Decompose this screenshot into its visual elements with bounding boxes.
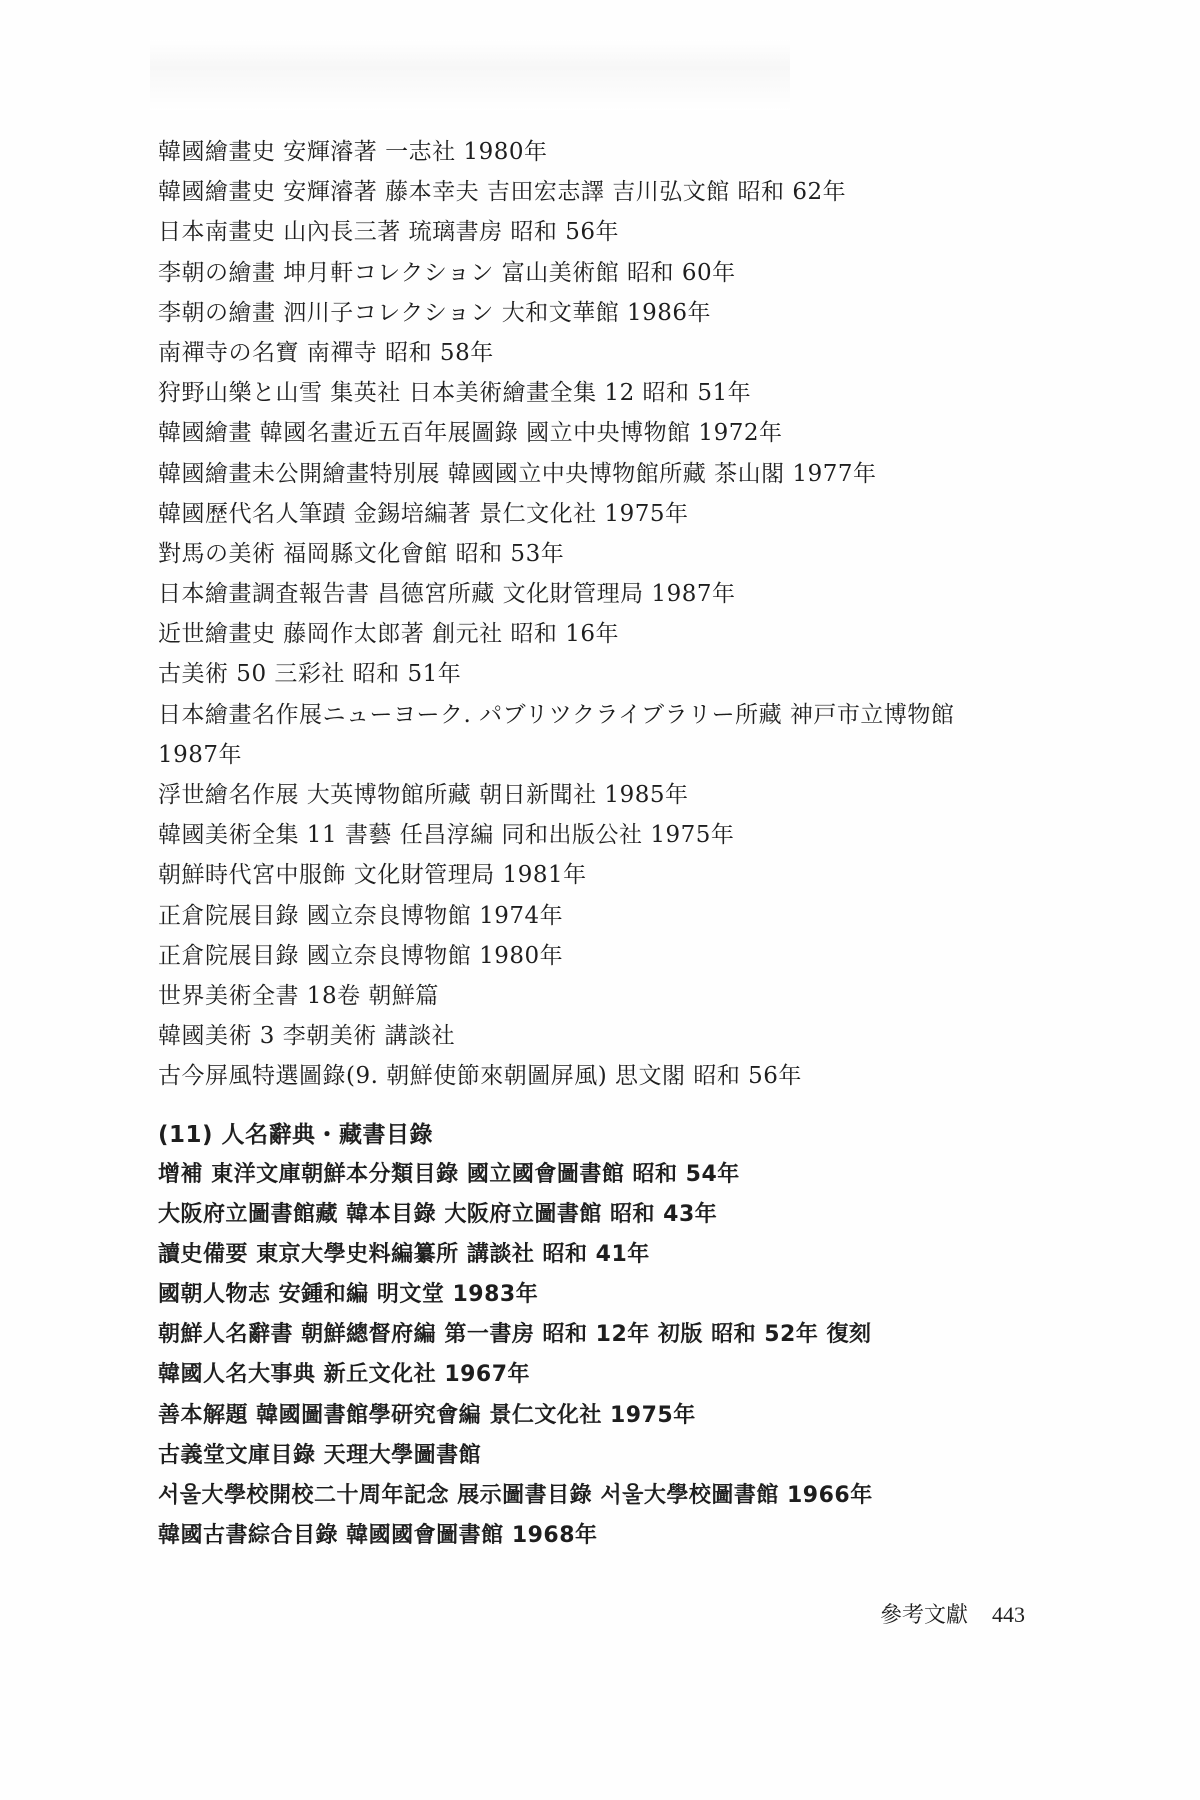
bibliography-entry: 李朝の繪畫 坤月軒コレクション 富山美術館 昭和 60年 [158,259,736,286]
section-heading: (11) 人名辭典・藏書目錄 [158,1121,434,1148]
bibliography-entry: 大阪府立圖書館藏 韓本目錄 大阪府立圖書館 昭和 43年 [158,1201,718,1227]
bibliography-entry: 狩野山樂と山雪 集英社 日本美術繪畫全集 12 昭和 51年 [158,380,752,407]
bibliography-entry: 韓國繪畫史 安輝濬著 藤本幸夫 吉田宏志譯 吉川弘文館 昭和 62年 [158,179,847,206]
bibliography-entry: 增補 東洋文庫朝鮮本分類目錄 國立國會圖書館 昭和 54年 [158,1161,740,1187]
bibliography-entry: 對馬の美術 福岡縣文化會館 昭和 53年 [158,540,565,567]
bibliography-entry: 李朝の繪畫 泗川子コレクション 大和文華館 1986年 [158,299,712,326]
bibliography-entry: 善本解題 韓國圖書館學研究會編 景仁文化社 1975年 [158,1402,696,1428]
scan-shadow [150,40,790,110]
footer-label: 參考文獻 [880,1603,969,1628]
bibliography-entry: 日本南畫史 山內長三著 琉璃書房 昭和 56年 [158,219,620,246]
bibliography [158,132,1058,1556]
bibliography-entry: 日本繪畫名作展ニューヨーク. パブリツクライブラリー所藏 神戸市立博物館 [158,701,955,728]
page-number: 443 [992,1602,1026,1627]
bibliography-entry: 韓國人名大事典 新丘文化社 1967年 [158,1362,531,1388]
section-gap [158,1097,1058,1115]
bibliography-entry: 韓國繪畫未公開繪畫特別展 韓國國立中央博物館所藏 茶山閣 1977年 [158,460,877,487]
page-footer [880,1600,1025,1631]
bibliography-list-part1 [158,132,1058,1097]
bibliography-entry: 日本繪畫調査報告書 昌德宮所藏 文化財管理局 1987年 [158,581,736,608]
bibliography-entry-continuation: 1987年 [158,741,243,768]
bibliography-entry: 古今屏風特選圖錄(9. 朝鮮使節來朝圖屏風) 思文閣 昭和 56年 [158,1063,802,1090]
bibliography-entry: 韓國繪畫史 安輝濬著 一志社 1980年 [158,139,548,165]
bibliography-entry: 古美術 50 三彩社 昭和 51年 [158,661,462,688]
bibliography-entry: 近世繪畫史 藤岡作太郎著 創元社 昭和 16年 [158,621,620,648]
bibliography-entry: 서울大學校開校二十周年記念 展示圖書目錄 서울大學校圖書館 1966年 [158,1483,873,1508]
bibliography-entry: 南禪寺の名寶 南禪寺 昭和 58年 [158,339,494,366]
bibliography-entry: 古義堂文庫目錄 天理大學圖書館 [158,1442,482,1468]
bibliography-entry: 韓國美術 3 李朝美術 講談社 [158,1023,456,1050]
bibliography-entry: 朝鮮人名辭書 朝鮮總督府編 第一書房 昭和 12年 初版 昭和 52年 復刻 [158,1322,872,1348]
bibliography-entry: 韓國美術全集 11 書藝 任昌淳編 同和出版公社 1975年 [158,822,735,849]
bibliography-entry: 世界美術全書 18卷 朝鮮篇 [158,982,439,1009]
bibliography-entry: 正倉院展目錄 國立奈良博物館 1974年 [158,902,564,929]
bibliography-entry: 韓國歷代名人筆蹟 金錫培編著 景仁文化社 1975年 [158,500,689,527]
bibliography-entry: 國朝人物志 安鍾和編 明文堂 1983年 [158,1282,539,1308]
bibliography-entry: 朝鮮時代宮中服飾 文化財管理局 1981年 [158,862,587,889]
bibliography-list-part2 [158,1155,1058,1557]
bibliography-entry: 韓國繪畫 韓國名畫近五百年展圖錄 國立中央博物館 1972年 [158,420,783,447]
bibliography-entry: 浮世繪名作展 大英博物館所藏 朝日新聞社 1985年 [158,782,689,808]
bibliography-entry: 韓國古書綜合目錄 韓國國會圖書館 1968年 [158,1523,598,1549]
bibliography-entry: 讀史備要 東京大學史料編纂所 講談社 昭和 41年 [158,1241,650,1267]
bibliography-entry: 正倉院展目錄 國立奈良博物館 1980年 [158,942,564,969]
